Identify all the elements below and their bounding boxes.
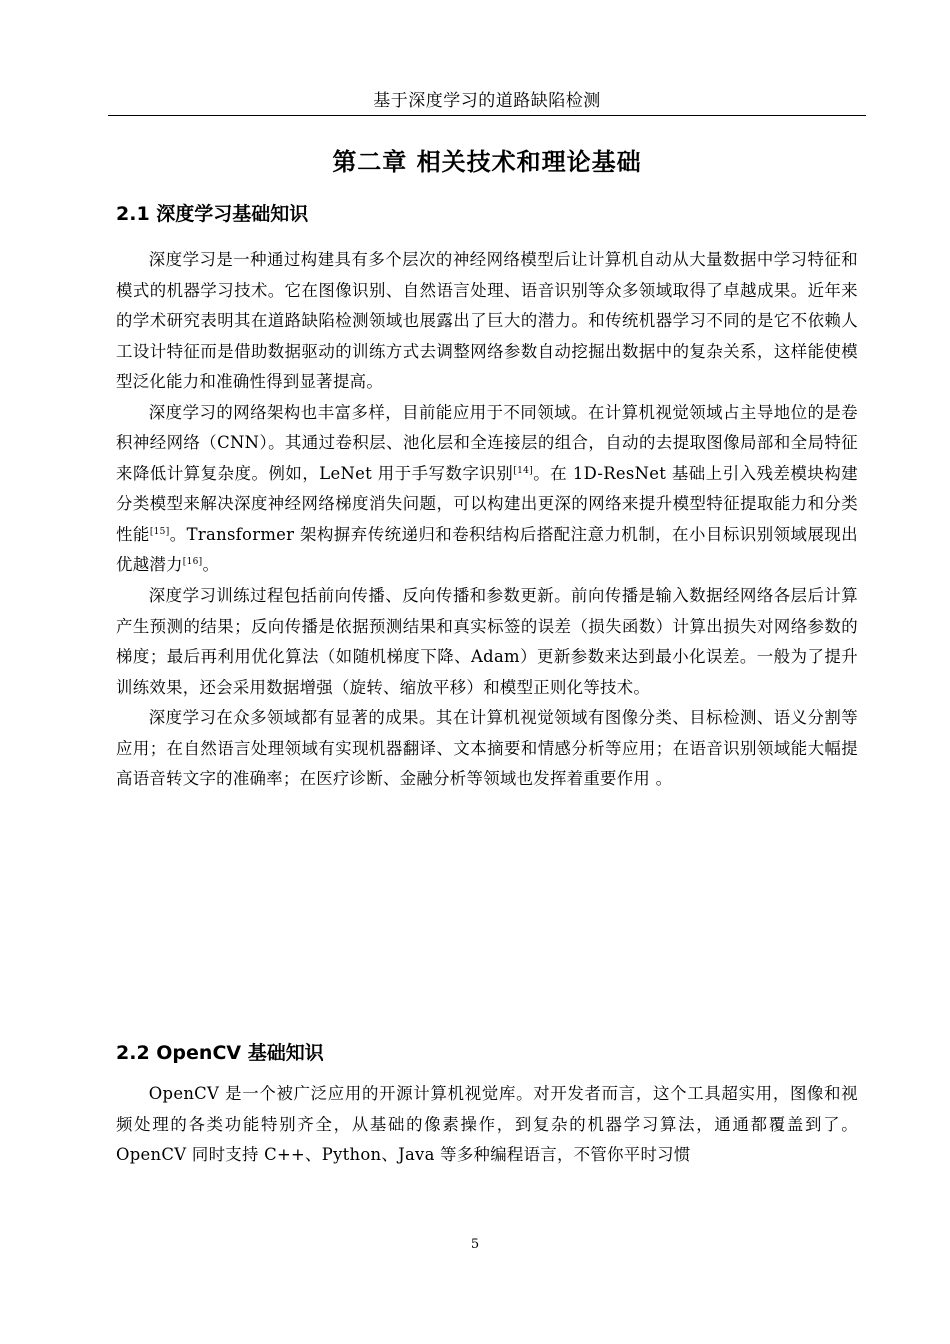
paragraph bbox=[116, 398, 858, 581]
running-header: 基于深度学习的道路缺陷检测 bbox=[373, 91, 601, 111]
paragraph: 深度学习在众多领域都有显著的成果。其在计算机视觉领域有图像分类、目标检测、语义分割等应用；在自然语言处理领域有实现机器翻译、文本摘要和情感分析等应用；在语音识别领域能大幅提高语音转文字的准确率；在医疗诊断、金融分析等领域也发挥着重要作用 。 bbox=[116, 708, 858, 789]
page-number: 5 bbox=[470, 1237, 480, 1252]
paragraph-text: 。Transformer 架构摒弃传统递归和卷积结构后搭配注意力机制，在小目标识别领域展现出优越潜力 bbox=[116, 524, 858, 575]
paragraph-text: 。 bbox=[202, 555, 220, 575]
paragraph: OpenCV 是一个被广泛应用的开源计算机视觉库。对开发者而言，这个工具超实用，图像和视频处理的各类功能特别齐全，从基础的像素操作，到复杂的机器学习算法，通通都覆盖到了。OpenCV 同时支持 C++、Python、Java 等多种编程语言，不管你平时习惯 bbox=[116, 1084, 858, 1165]
citation: [14] bbox=[513, 465, 534, 476]
section-2-2-body bbox=[116, 1079, 858, 1171]
citation: [16] bbox=[182, 557, 203, 568]
header-rule bbox=[108, 115, 866, 116]
paragraph-text: 。在 1D-ResNet 基础上引入残差模块构建分类模型来解决深度神经网络梯度消失问题，可以构建出更深的网络来提升模型特征提取能力和分类性能 bbox=[116, 463, 858, 544]
chapter-title: 第二章 相关技术和理论基础 bbox=[332, 148, 642, 176]
citation: [15] bbox=[149, 526, 170, 537]
section-2-1-body bbox=[116, 245, 858, 795]
paragraph-text: 深度学习的网络架构也丰富多样，目前能应用于不同领域。在计算机视觉领域占主导地位的是卷积神经网络（CNN）。其通过卷积层、池化层和全连接层的组合，自动的去提取图像局部和全局特征来降低计算复杂度。例如，LeNet 用于手写数字识别 bbox=[116, 402, 858, 483]
section-heading-2-1: 2.1 深度学习基础知识 bbox=[116, 203, 309, 225]
paragraph: 深度学习是一种通过构建具有多个层次的神经网络模型后让计算机自动从大量数据中学习特征和模式的机器学习技术。它在图像识别、自然语言处理、语音识别等众多领域取得了卓越成果。近年来的学术研究表明其在道路缺陷检测领域也展露出了巨大的潜力。和传统机器学习不同的是它不依赖人工设计特征而是借助数据驱动的训练方式去调整网络参数自动挖掘出数据中的复杂关系，这样能使模型泛化能力和准确性得到显著提高。 bbox=[116, 250, 858, 392]
paragraph: 深度学习训练过程包括前向传播、反向传播和参数更新。前向传播是输入数据经网络各层后计算产生预测的结果；反向传播是依据预测结果和真实标签的误差（损失函数）计算出损失对网络参数的梯度；最后再利用优化算法（如随机梯度下降、Adam）更新参数来达到最小化误差。一般为了提升训练效果，还会采用数据增强（旋转、缩放平移）和模型正则化等技术。 bbox=[116, 586, 858, 697]
section-heading-2-2: 2.2 OpenCV 基础知识 bbox=[116, 1042, 324, 1064]
